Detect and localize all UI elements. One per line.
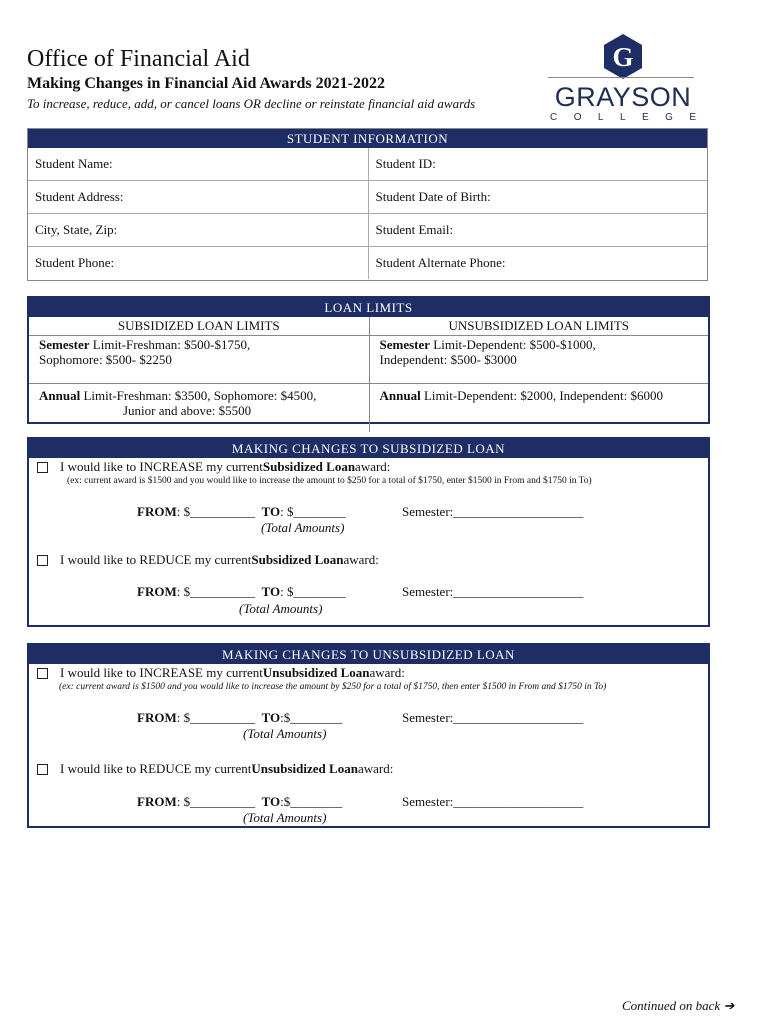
example-note: (ex: current award is $1500 and you would like to increase the amount by $250 for a total of $1750, then enter $1500 in From and $1750 in To) — [59, 682, 607, 692]
city-state-zip-field[interactable]: City, State, Zip: — [35, 222, 118, 237]
section-heading: LOAN LIMITS — [29, 298, 708, 317]
from-to-fields[interactable]: FROM: $__________ TO: $________ — [137, 584, 346, 599]
form-subtitle: Making Changes in Financial Aid Awards 2021-2022 — [27, 75, 385, 92]
loan-limits-section — [27, 296, 710, 424]
reduce-subsidized-checkbox[interactable] — [37, 555, 48, 566]
info-row — [28, 213, 707, 246]
info-row — [28, 148, 707, 180]
semester-field[interactable]: Semester:____________________ — [402, 584, 584, 599]
logo-college-text: C O L L E G E — [550, 112, 696, 123]
increase-unsubsidized-option: I would like to INCREASE my current Unsubsidized Loan award: — [37, 665, 405, 681]
reduce-subsidized-option: I would like to REDUCE my current Subsidized Loan award: — [37, 552, 379, 568]
total-amounts-note: (Total Amounts) — [243, 726, 327, 741]
subsidized-limits-column — [29, 317, 369, 432]
semester-limits: Semester Limit-Freshman: $500-$1750, Sophomore: $500- $2250 — [29, 336, 369, 384]
increase-subsidized-checkbox[interactable] — [37, 462, 48, 473]
total-amounts-note: (Total Amounts) — [239, 601, 323, 616]
semester-field[interactable]: Semester:____________________ — [402, 504, 584, 519]
increase-unsubsidized-checkbox[interactable] — [37, 668, 48, 679]
unsubsidized-changes-section — [27, 643, 710, 828]
from-to-fields[interactable]: FROM: $__________ TO: $________ — [137, 504, 346, 519]
student-alt-phone-field[interactable]: Student Alternate Phone: — [368, 247, 708, 279]
semester-field[interactable]: Semester:____________________ — [402, 794, 584, 809]
from-to-fields[interactable]: FROM: $__________ TO:$________ — [137, 794, 343, 809]
section-heading: MAKING CHANGES TO UNSUBSIDIZED LOAN — [29, 645, 708, 664]
reduce-unsubsidized-checkbox[interactable] — [37, 764, 48, 775]
student-dob-field[interactable]: Student Date of Birth: — [368, 181, 708, 213]
student-email-field[interactable]: Student Email: — [368, 214, 708, 246]
logo-rule — [548, 77, 694, 78]
logo-emblem-icon — [548, 32, 698, 80]
semester-limits: Semester Limit-Dependent: $500-$1000, Independent: $500- $3000 — [370, 336, 709, 384]
svg-text:G: G — [612, 42, 634, 72]
info-row — [28, 180, 707, 213]
info-row — [28, 246, 707, 279]
reduce-unsubsidized-option: I would like to REDUCE my current Unsubsidized Loan award: — [37, 761, 393, 777]
column-heading: SUBSIDIZED LOAN LIMITS — [29, 317, 369, 336]
student-id-field[interactable]: Student ID: — [368, 148, 708, 180]
logo-wordmark: GRAYSON — [554, 82, 692, 112]
semester-field[interactable]: Semester:____________________ — [402, 710, 584, 725]
from-to-fields[interactable]: FROM: $__________ TO:$________ — [137, 710, 343, 725]
section-heading: MAKING CHANGES TO SUBSIDIZED LOAN — [29, 439, 708, 458]
annual-limits: Annual Limit-Freshman: $3500, Sophomore: $4500, Junior and above: $5500 — [39, 388, 317, 418]
example-note: (ex: current award is $1500 and you would like to increase the amount to $250 for a total of $1750, enter $1500 in From and $1750 in To) — [67, 476, 592, 486]
student-address-field[interactable]: Student Address: — [35, 189, 124, 204]
page-title: Office of Financial Aid — [27, 46, 250, 72]
annual-limits: Annual Limit-Dependent: $2000, Independent: $6000 — [379, 388, 663, 403]
continued-on-back-note: Continued on back ➔ — [622, 998, 735, 1013]
student-information-section — [27, 128, 708, 281]
total-amounts-note: (Total Amounts) — [261, 520, 345, 535]
unsubsidized-limits-column — [369, 317, 709, 432]
form-tagline: To increase, reduce, add, or cancel loans OR decline or reinstate financial aid awards — [27, 96, 476, 111]
student-phone-field[interactable]: Student Phone: — [35, 255, 115, 270]
total-amounts-note: (Total Amounts) — [243, 810, 327, 825]
column-heading: UNSUBSIDIZED LOAN LIMITS — [370, 317, 709, 336]
section-heading: STUDENT INFORMATION — [28, 129, 707, 148]
grayson-college-logo — [548, 32, 698, 124]
increase-subsidized-option: I would like to INCREASE my current Subsidized Loan award: — [37, 459, 390, 475]
subsidized-changes-section — [27, 437, 710, 627]
student-name-field[interactable]: Student Name: — [35, 156, 113, 171]
